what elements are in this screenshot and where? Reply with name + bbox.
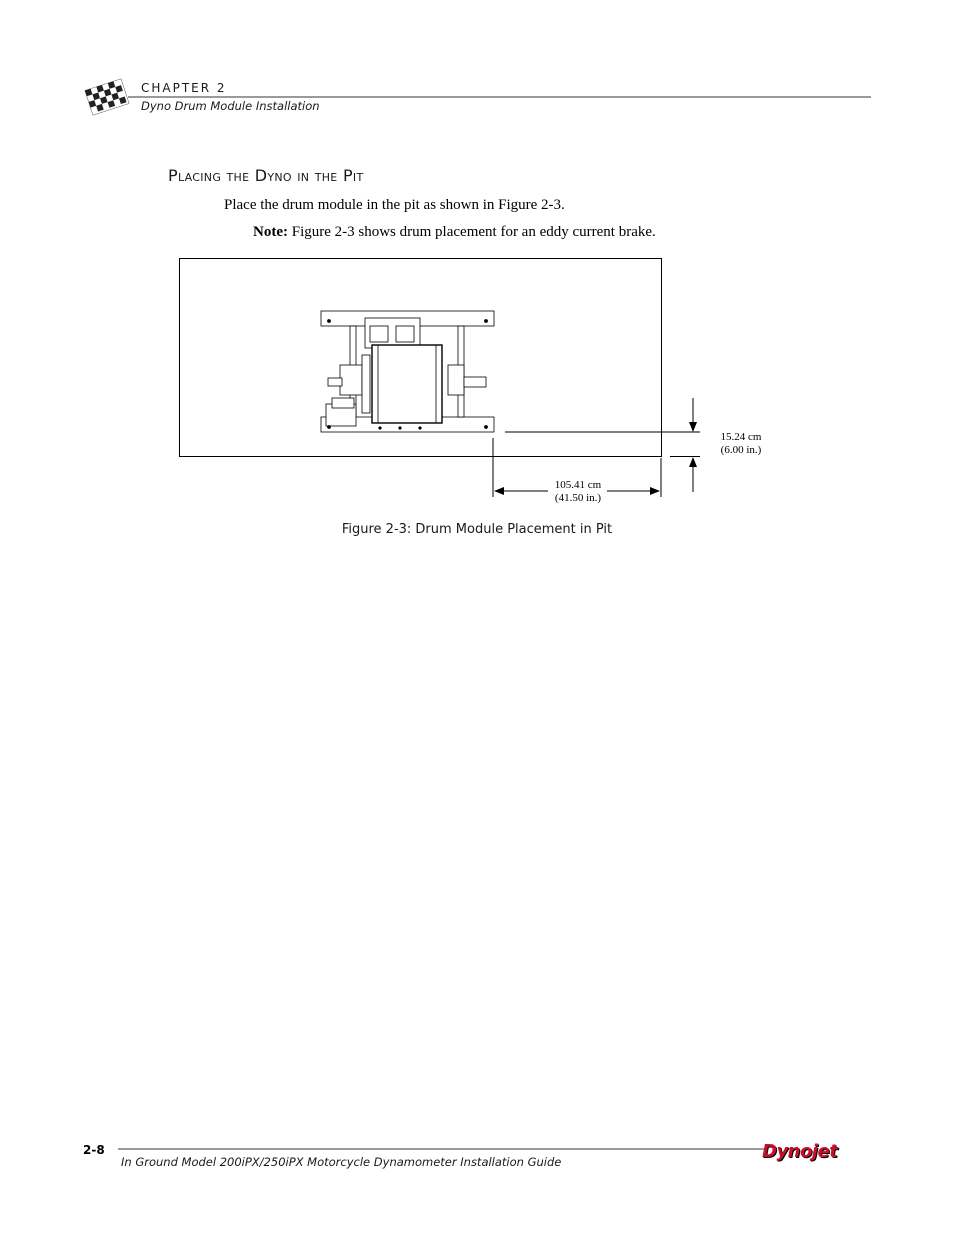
figure-caption: Figure 2-3: Drum Module Placement in Pit bbox=[341, 522, 613, 537]
page-number: 2-8 bbox=[83, 1143, 105, 1157]
vertical-dimension-metric: 15.24 cm bbox=[720, 431, 762, 443]
vertical-dimension-imperial: (6.00 in.) bbox=[720, 444, 762, 456]
section-title: Placing the Dyno in the Pit bbox=[168, 166, 364, 185]
note-label: Note: bbox=[253, 224, 288, 240]
horizontal-dimension-label bbox=[542, 479, 614, 505]
horizontal-dimension-metric: 105.41 cm bbox=[554, 479, 602, 491]
dynojet-logo: Dynojet bbox=[762, 1141, 838, 1162]
footer-title: In Ground Model 200iPX/250iPX Motorcycle Dynamometer Installation Guide bbox=[121, 1155, 562, 1169]
vertical-dimension-label bbox=[706, 431, 776, 457]
chapter-subtitle: Dyno Drum Module Installation bbox=[141, 99, 320, 113]
note-text: Figure 2-3 shows drum placement for an eddy current brake. bbox=[287, 224, 656, 240]
chapter-label: CHAPTER 2 bbox=[141, 81, 227, 95]
footer-divider bbox=[118, 1148, 766, 1150]
horizontal-dimension-imperial: (41.50 in.) bbox=[554, 492, 602, 504]
body-paragraph: Place the drum module in the pit as shown in Figure 2-3. bbox=[224, 197, 565, 213]
drum-placement-figure bbox=[0, 0, 954, 540]
drum-module bbox=[321, 311, 494, 432]
